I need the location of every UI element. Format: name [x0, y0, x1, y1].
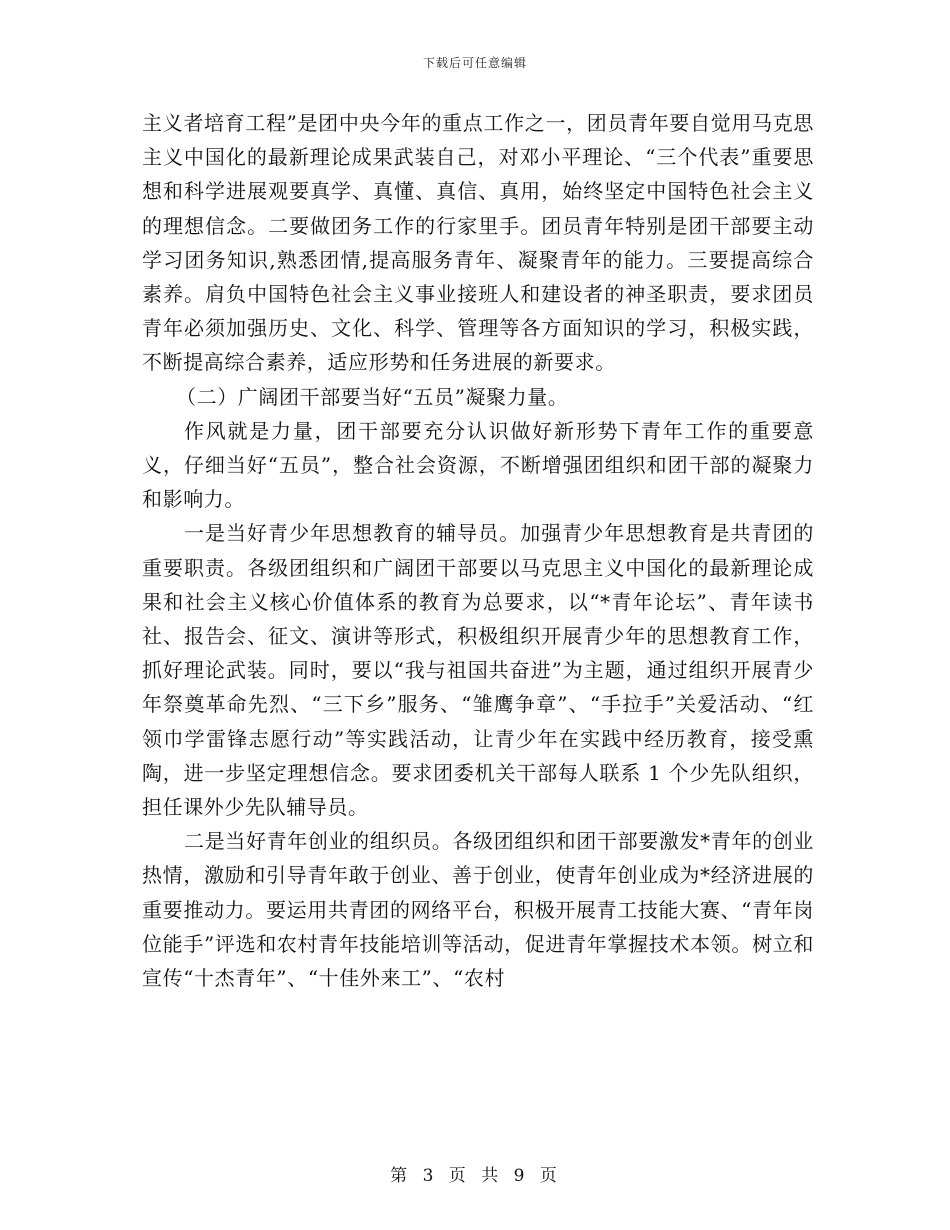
body-paragraph-2: 作风就是力量，团干部要充分认识做好新形势下青年工作的重要意义，仔细当好“五员”，整合社会资源，不断增强团组织和团干部的凝聚力和影响力。 [142, 418, 814, 512]
section-heading: （二）广阔团干部要当好“五员”凝聚力量。 [176, 384, 569, 409]
body-paragraph-3: 一是当好青少年思想教育的辅导员。加强青少年思想教育是共青团的重要职责。各级团组织和广阔团干部要以马克思主义中国化的最新理论成果和社会主义核心价值体系的教育为总要求，以“*青年论坛”、青年读书社、报告会、征文、演讲等形式，积极组织开展青少年的思想教育工作，抓好理论武装。同时，要以“我与祖国共奋进”为主题，通过组织开展青少年祭奠革命先烈、“三下乡”服务、“雏鹰争章”、“手拉手”关爱活动、“红领巾学雷锋志愿行动”等实践活动，让青少年在实践中经历教育，接受熏陶，进一步坚定理想信念。要求团委机关干部每人联系 1 个少先队组织，担任课外少先队辅导员。 [142, 521, 814, 820]
page-number-footer: 第 3 页 共 9 页 [390, 1166, 560, 1186]
body-paragraph-1: 主义者培育工程”是团中央今年的重点工作之一，团员青年要自觉用马克思主义中国化的最新理论成果武装自己，对邓小平理论、“三个代表”重要思想和科学进展观要真学、真懂、真信、真用，始终坚定中国特色社会主义的理想信念。二要做团务工作的行家里手。团员青年特别是团干部要主动学习团务知识,熟悉团情,提高服务青年、凝聚青年的能力。三要提高综合素养。肩负中国特色社会主义事业接班人和建设者的神圣职责，要求团员青年必须加强历史、文化、科学、管理等各方面知识的学习，积极实践，不断提高综合素养，适应形势和任务进展的新要求。 [142, 111, 814, 375]
page-header: 下载后可任意编辑 [422, 56, 527, 70]
document-body [142, 106, 814, 995]
body-paragraph-4: 二是当好青年创业的组织员。各级团组织和团干部要激发*青年的创业热情，激励和引导青年敢于创业、善于创业，使青年创业成为*经济进展的重要推动力。要运用共青团的网络平台，积极开展青工技能大赛、“青年岗位能手”评选和农村青年技能培训等活动，促进青年掌握技术本领。树立和宣传“十杰青年”、“十佳外来工”、“农村 [142, 829, 814, 991]
